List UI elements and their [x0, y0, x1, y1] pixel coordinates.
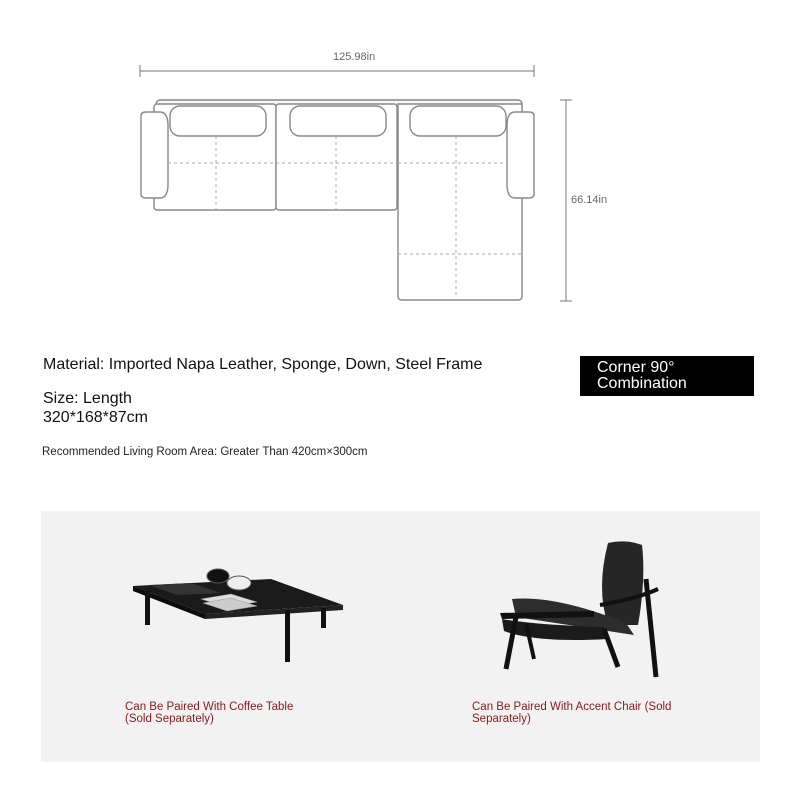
accent-chair-caption [472, 701, 671, 725]
width-dimension-line [140, 65, 534, 77]
coffee-table-caption-line1: Can Be Paired With Coffee Table [125, 701, 294, 713]
width-dimension-label: 125.98in [333, 51, 376, 63]
accent-chair-image [496, 539, 686, 689]
size-label: Size: Length [43, 390, 132, 407]
corner-combination-badge [580, 356, 754, 396]
badge-line2: Combination [597, 375, 687, 392]
pairing-panel [41, 511, 760, 762]
coffee-table-image [111, 561, 351, 671]
material-text: Material: Imported Napa Leather, Sponge, Down, Steel Frame [43, 356, 483, 373]
sofa-dimension-diagram [0, 0, 800, 320]
badge-line1: Corner 90° [597, 359, 675, 376]
coffee-table-caption [125, 701, 293, 725]
accent-chair-caption-line2: Separately) [472, 713, 531, 725]
accent-chair-caption-line1: Can Be Paired With Accent Chair (Sold [472, 701, 672, 713]
size-value: 320*168*87cm [43, 409, 148, 426]
recommended-area-text: Recommended Living Room Area: Greater Than 420cm×300cm [42, 446, 368, 458]
coffee-table-caption-line2: (Sold Separately) [125, 713, 214, 725]
sofa-outline [141, 100, 534, 300]
depth-dimension-label: 66.14in [571, 194, 608, 206]
